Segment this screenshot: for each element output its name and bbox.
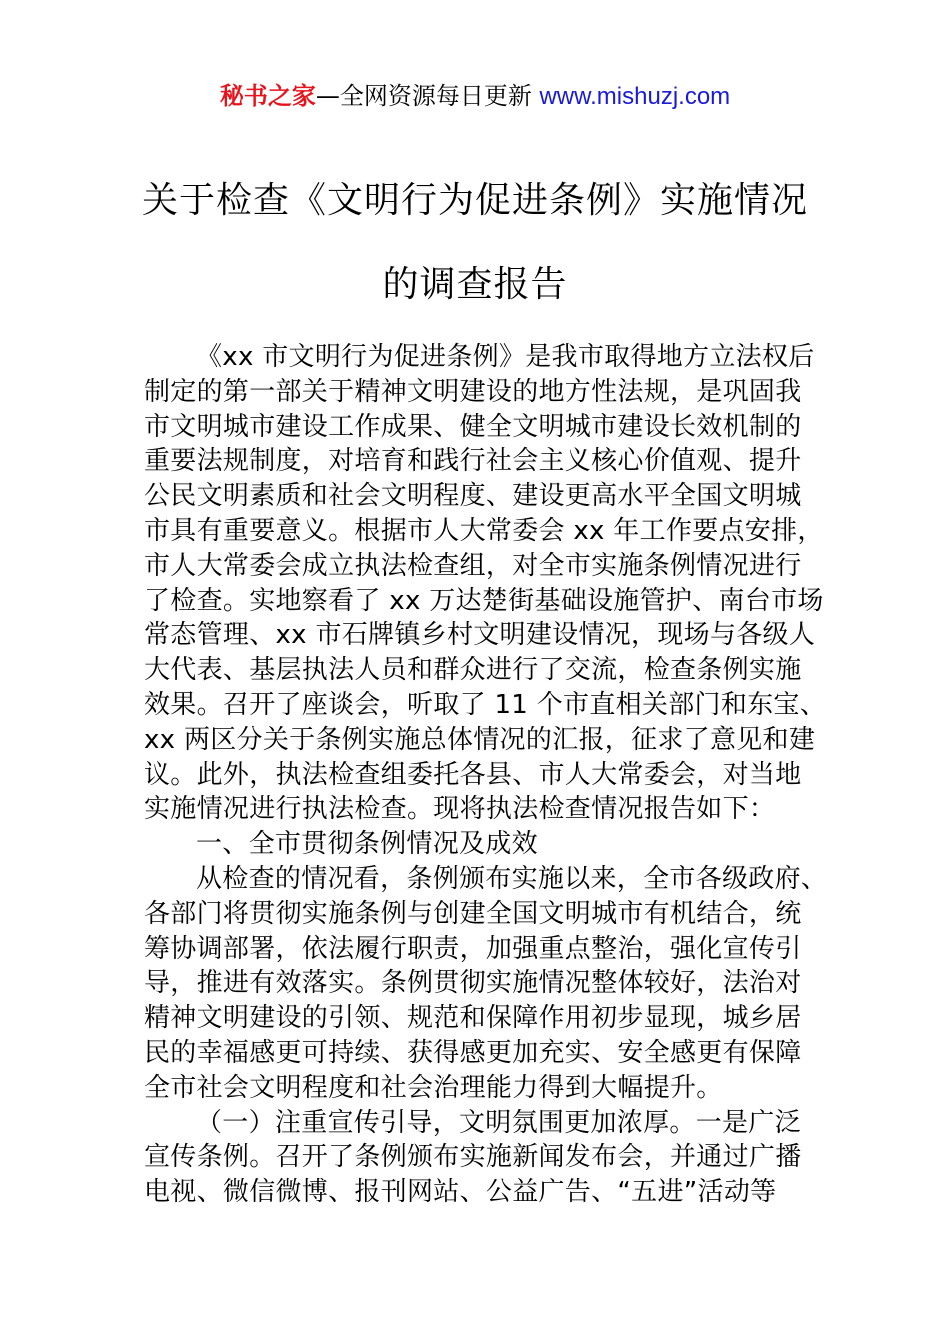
paragraph-line: 《xx 市文明行为促进条例》是我市取得地方立法权后 <box>196 342 815 372</box>
paragraph-line: 市具有重要意义。根据市人大常委会 xx 年工作要点安排， <box>144 515 824 546</box>
title-line-1: 关于检查《文明行为促进条例》实施情况 <box>141 180 808 221</box>
document-title <box>0 172 950 314</box>
paragraph-line: 市文明城市建设工作成果、健全文明城市建设长效机制的 <box>144 411 802 442</box>
paragraph-line: 电视、微信微博、报刊网站、公益广告、“五进”活动等 <box>144 1177 777 1208</box>
site-tagline: —全网资源每日更新 <box>315 82 540 110</box>
paragraph-line: 从检查的情况看，条例颁布实施以来，全市各级政府、 <box>196 863 828 894</box>
site-url-link[interactable]: www.mishuzj.com <box>539 83 731 110</box>
paragraph-line: 实施情况进行执法检查。现将执法检查情况报告如下： <box>144 794 776 825</box>
paragraph-line: （一）注重宣传引导，文明氛围更加浓厚。一是广泛 <box>196 1107 801 1138</box>
paragraph-line: 重要法规制度，对培育和践行社会主义核心价值观、提升 <box>144 446 802 477</box>
title-line-2: 的调查报告 <box>382 264 568 305</box>
site-name: 秘书之家 <box>219 82 316 110</box>
paragraph-line: 导，推进有效落实。条例贯彻实施情况整体较好，法治对 <box>144 968 802 999</box>
paragraph-line: 公民文明素质和社会文明程度、建设更高水平全国文明城 <box>144 481 802 512</box>
document-body <box>144 340 828 1210</box>
paragraph-line: 筹协调部署，依法履行职责，加强重点整治，强化宣传引 <box>144 933 802 964</box>
paragraph-line: 宣传条例。召开了条例颁布实施新闻发布会，并通过广播 <box>144 1142 802 1173</box>
paragraph-line: xx 两区分关于条例实施总体情况的汇报，征求了意见和建 <box>144 724 816 755</box>
paragraph-line: 各部门将贯彻实施条例与创建全国文明城市有机结合，统 <box>144 898 802 929</box>
site-header <box>0 80 950 113</box>
paragraph-line: 精神文明建设的引领、规范和保障作用初步显现，城乡居 <box>144 1003 802 1034</box>
section-heading: 一、全市贯彻条例情况及成效 <box>196 829 538 860</box>
paragraph-line: 市人大常委会成立执法检查组，对全市实施条例情况进行 <box>144 550 802 581</box>
paragraph-line: 大代表、基层执法人员和群众进行了交流，检查条例实施 <box>144 655 802 686</box>
paragraph-line: 全市社会文明程度和社会治理能力得到大幅提升。 <box>144 1072 723 1103</box>
paragraph-line: 效果。召开了座谈会，听取了 11 个市直相关部门和东宝、 <box>144 689 827 720</box>
paragraph-line: 议。此外，执法检查组委托各县、市人大常委会，对当地 <box>144 759 802 790</box>
paragraph-line: 制定的第一部关于精神文明建设的地方性法规，是巩固我 <box>144 376 802 407</box>
paragraph-line: 了检查。实地察看了 xx 万达楚街基础设施管护、南台市场 <box>144 585 824 616</box>
paragraph-line: 民的幸福感更可持续、获得感更加充实、安全感更有保障 <box>144 1037 802 1068</box>
paragraph-line: 常态管理、xx 市石牌镇乡村文明建设情况，现场与各级人 <box>144 620 816 651</box>
